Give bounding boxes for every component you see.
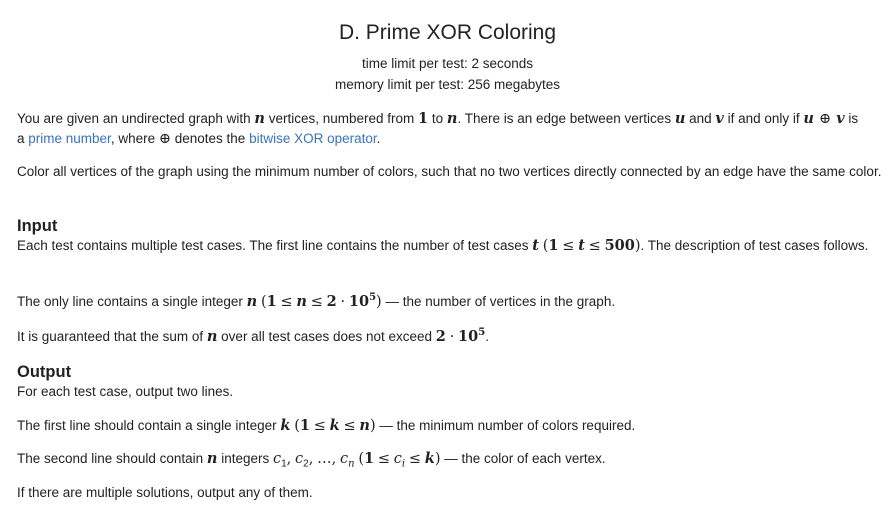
math-u: u <box>674 110 686 127</box>
input-text: . <box>485 329 489 344</box>
output-text: The second line should contain <box>17 451 207 466</box>
statement-text: to <box>428 111 447 126</box>
statement-text: denotes the <box>171 131 250 146</box>
math-sum-limit: $2 \cdot 10^5$ <box>435 327 486 345</box>
output-heading: Output <box>17 363 72 381</box>
output-text: — the color of each vertex. <box>440 451 606 466</box>
input-text: Each test contains multiple test cases. The first line contains the number of test cases <box>17 238 533 253</box>
time-limit: time limit per test: 2 seconds <box>361 56 534 71</box>
input-text: . The description of test cases follows. <box>640 238 869 253</box>
xor-symbol: ⊕ <box>158 131 171 147</box>
statement-text: is <box>844 111 859 126</box>
math-k-constraint: k (1 ≤ k ≤ n) <box>280 417 376 434</box>
problem-title: D. Prime XOR Coloring <box>338 21 557 44</box>
statement-paragraph-1 <box>17 109 883 149</box>
bitwise-xor-link[interactable]: bitwise XOR operator <box>249 131 377 146</box>
math-u-xor-v: u ⊕ v <box>803 110 845 127</box>
input-heading: Input <box>17 217 58 235</box>
output-text: — the minimum number of colors required. <box>375 418 636 433</box>
input-text: The only line contains a single integer <box>17 294 247 309</box>
math-n-constraint: n $(1 \le n \le 2 \cdot 10^5)$ <box>246 292 382 310</box>
output-text: integers <box>217 451 273 466</box>
statement-text: . <box>376 131 381 146</box>
output-text: The first line should contain a single integer <box>17 418 281 433</box>
output-paragraph-2 <box>17 416 883 436</box>
math-t-constraint: t (1 ≤ t ≤ 500) <box>532 237 641 254</box>
input-paragraph-3 <box>17 327 883 347</box>
math-v: v <box>715 110 724 127</box>
statement-text: if and only if <box>723 111 804 126</box>
input-text: — the number of vertices in the graph. <box>381 294 616 309</box>
math-n: n <box>254 110 265 127</box>
statement-text: a <box>17 131 29 146</box>
output-paragraph-4: If there are multiple solutions, output any of them. <box>17 485 313 500</box>
input-text: It is guaranteed that the sum of <box>17 329 207 344</box>
input-text: over all test cases does not exceed <box>217 329 436 344</box>
prime-number-link[interactable]: prime number <box>28 131 111 146</box>
math-n: n <box>206 328 218 345</box>
math-n: n <box>446 110 458 127</box>
output-paragraph-1: For each test case, output two lines. <box>17 384 234 399</box>
statement-text: vertices, numbered from <box>264 111 419 126</box>
output-paragraph-3 <box>17 449 883 469</box>
statement-paragraph-2: Color all vertices of the graph using the minimum number of colors, such that no two vertices directly connected by an edge have the same color. <box>17 164 882 179</box>
memory-limit: memory limit per test: 256 megabytes <box>334 77 561 92</box>
statement-text: . There is an edge between vertices <box>457 111 675 126</box>
input-paragraph-2 <box>17 292 883 312</box>
statement-text: You are given an undirected graph with <box>17 111 255 126</box>
statement-text: , where <box>110 131 159 146</box>
input-paragraph-1 <box>17 236 883 256</box>
math-color-list: $c_1$, $c_2$, …, $c_n$ $(1 \le c_i \le k)$ <box>272 450 441 470</box>
math-1: 1 <box>418 110 429 127</box>
math-n: n <box>206 450 218 467</box>
statement-text: and <box>685 111 716 126</box>
